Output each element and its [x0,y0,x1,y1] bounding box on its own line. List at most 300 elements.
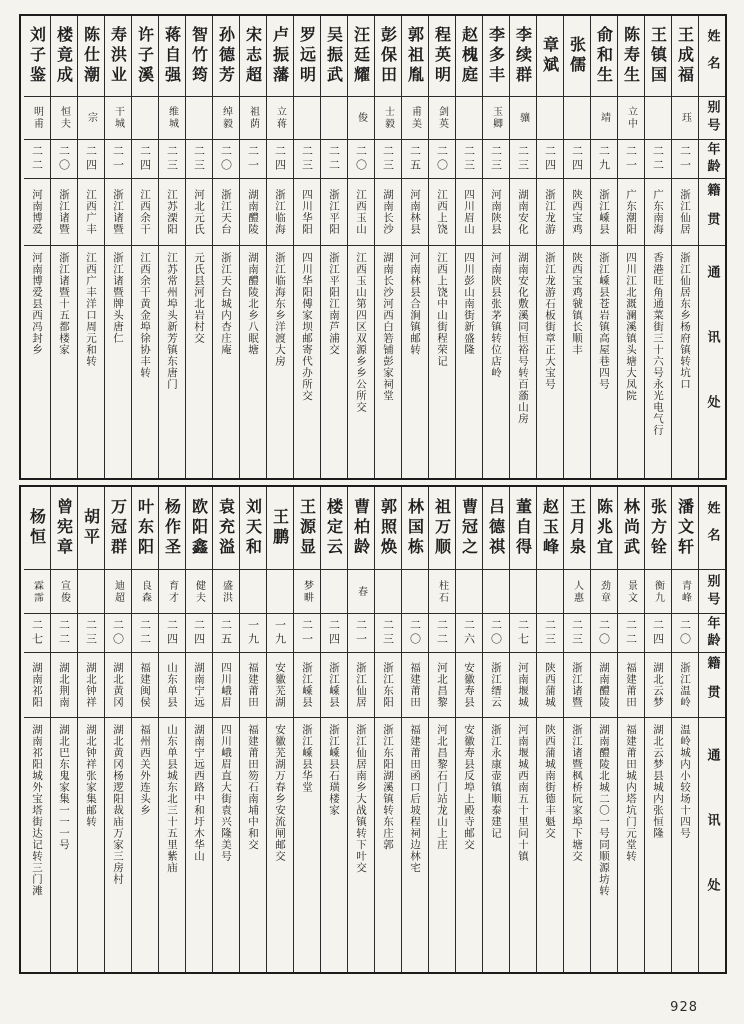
alias-cell: 恒夫 [51,97,77,140]
age-cell: 二五 [402,140,428,179]
name-cell: 吴振武 [321,16,347,97]
alias-cell: 祖荫 [240,97,266,140]
address-cell: 四川峨眉直大街袁兴隆美号 [220,724,232,862]
address-cell: 四川彭山南街新盛隆 [463,252,475,356]
alias-cell [294,97,320,140]
native-place-cell: 河南林县 [402,179,428,246]
address-cell: 浙江天台城内杏庄庵 [220,252,232,356]
directory-entry-column [266,16,293,478]
address-cell: 浙江嵊县石璜楼家 [328,724,340,816]
directory-tables [19,14,727,974]
native-place-cell: 浙江天台 [213,179,239,246]
directory-entry-column [617,487,644,972]
name-cell: 李续群 [510,16,536,97]
native-place-cell: 浙江东阳 [375,653,401,718]
alias-cell: 梦畊 [294,570,320,614]
address-cell: 福建莆田笏石南埔中和交 [247,724,259,851]
alias-cell [537,97,563,140]
directory-entry-column [428,16,455,478]
alias-cell [537,570,563,614]
native-place-cell: 四川眉山 [456,179,482,246]
name-cell: 赵槐庭 [456,16,482,97]
alias-cell: 霖霈 [24,570,50,614]
alias-cell: 绰毅 [213,97,239,140]
native-place-cell: 湖北钟祥 [78,653,104,718]
address-cell: 河南堰城西南五十里问十镇 [517,724,529,862]
alias-cell: 明甫 [24,97,50,140]
name-cell: 寿洪业 [105,16,131,97]
age-cell: 二〇 [429,140,455,179]
directory-entry-column [563,487,590,972]
directory-entry-column [158,487,185,972]
native-place-cell: 江西广丰 [78,179,104,246]
address-cell: 江苏常州埠头新芳镇东唐门 [166,252,178,390]
header-alias: 别号 [699,570,725,614]
native-place-cell: 江西玉山 [348,179,374,246]
native-place-cell: 浙江嵊县 [294,653,320,718]
age-cell: 二三 [483,140,509,179]
directory-entry-column [293,16,320,478]
alias-cell: 干城 [105,97,131,140]
address-cell: 福建莆田函口后坡程祠边林宅 [409,724,421,874]
alias-cell [132,97,158,140]
directory-entry-column [77,487,104,972]
directory-entry-column [104,487,131,972]
name-cell: 陈兆宜 [591,487,617,570]
alias-cell [267,570,293,614]
directory-entry-column [374,16,401,478]
table-columns [21,487,725,972]
age-cell: 二〇 [591,614,617,653]
name-cell: 叶东阳 [132,487,158,570]
name-cell: 胡平 [78,487,104,570]
age-cell: 二二 [645,140,671,179]
native-place-cell: 陕西蒲城 [537,653,563,718]
age-cell: 二三 [78,614,104,653]
header-native-place: 籍贯 [699,653,725,718]
name-cell: 潘文轩 [672,487,698,570]
name-cell: 许子溪 [132,16,158,97]
name-cell: 智竹筠 [186,16,212,97]
age-cell: 二三 [564,614,590,653]
address-cell: 河南博爱县西冯封乡 [31,252,43,356]
name-cell: 万冠群 [105,487,131,570]
alias-cell: 维城 [159,97,185,140]
directory-entry-column [671,487,698,972]
directory-entry-column [617,16,644,478]
address-cell: 河南林县合涧镇邮转 [409,252,421,356]
alias-cell: 立中 [618,97,644,140]
name-cell: 陈仕潮 [78,16,104,97]
alias-cell: 柱石 [429,570,455,614]
age-cell: 二四 [645,614,671,653]
alias-cell [456,570,482,614]
directory-entry-column [320,16,347,478]
address-cell: 安徽寿县反埠上殿寺邮交 [463,724,475,851]
address-cell: 福建莆田城内塔坑门元堂转 [625,724,637,862]
name-cell: 刘子鉴 [24,16,50,97]
address-cell: 浙江平阳江南芦浦交 [328,252,340,356]
directory-entry-column [374,487,401,972]
native-place-cell: 福建莆田 [240,653,266,718]
age-cell: 二一 [618,140,644,179]
name-cell: 曾宪章 [51,487,77,570]
native-place-cell: 广东南海 [645,179,671,246]
alias-cell: 玉卿 [483,97,509,140]
alias-cell: 宗 [78,97,104,140]
name-cell: 董自得 [510,487,536,570]
address-cell: 四川江北溉澜溪镇头塘大凤院 [625,252,637,402]
age-cell: 二四 [78,140,104,179]
age-cell: 二四 [537,140,563,179]
directory-entry-column [158,16,185,478]
directory-entry-column [401,16,428,478]
native-place-cell: 浙江平阳 [321,179,347,246]
header-alias: 别号 [699,97,725,140]
address-cell: 浙江仙居东乡杨府镇转坑口 [679,252,691,390]
age-cell: 二二 [429,614,455,653]
directory-entry-column [644,487,671,972]
age-cell: 一九 [267,614,293,653]
native-place-cell: 安徽芜湖 [267,653,293,718]
address-cell: 浙江嵊县苍岩镇高屋巷四号 [598,252,610,390]
directory-entry-column [293,487,320,972]
name-cell: 王鹏 [267,487,293,570]
name-cell: 郭照焕 [375,487,401,570]
name-cell: 罗远明 [294,16,320,97]
age-cell: 二六 [456,614,482,653]
age-cell: 二一 [672,140,698,179]
age-cell: 二一 [105,140,131,179]
native-place-cell: 陕西宝鸡 [564,179,590,246]
native-place-cell: 浙江龙游 [537,179,563,246]
directory-entry-column [347,16,374,478]
address-cell: 浙江永康壶镇顺泰建记 [490,724,502,839]
header-column [698,16,725,478]
age-cell: 二二 [321,140,347,179]
name-cell: 王月泉 [564,487,590,570]
age-cell: 二一 [240,140,266,179]
directory-table [19,14,727,480]
header-age: 年龄 [699,614,725,653]
age-cell: 二五 [213,614,239,653]
directory-entry-column [536,487,563,972]
name-cell: 王成福 [672,16,698,97]
address-cell: 浙江东阳湖溪镇转东庄郭 [382,724,394,851]
name-cell: 张方铨 [645,487,671,570]
name-cell: 袁充溢 [213,487,239,570]
address-cell: 湖南安化敷溪同恒裕号转百蕍山房 [517,252,529,425]
native-place-cell: 湖北云梦 [645,653,671,718]
alias-cell: 健夫 [186,570,212,614]
alias-cell: 良森 [132,570,158,614]
name-cell: 彭保田 [375,16,401,97]
directory-entry-column [320,487,347,972]
native-place-cell: 河北元氏 [186,179,212,246]
directory-entry-column [77,16,104,478]
alias-cell: 宣俊 [51,570,77,614]
alias-cell [375,570,401,614]
name-cell: 郭祖胤 [402,16,428,97]
name-cell: 王镇国 [645,16,671,97]
directory-entry-column [131,16,158,478]
age-cell: 二三 [159,140,185,179]
age-cell: 二三 [456,140,482,179]
name-cell: 欧阳鑫 [186,487,212,570]
address-cell: 湖南长沙河西白箬铺彭家祠堂 [382,252,394,402]
native-place-cell: 浙江嵊县 [591,179,617,246]
name-cell: 刘天和 [240,487,266,570]
address-cell: 湖南醴陵北城二〇一号同顺源坊转 [598,724,610,897]
directory-entry-column [509,487,536,972]
directory-entry-column [131,487,158,972]
table-columns [21,16,725,478]
directory-entry-column [455,16,482,478]
age-cell: 二一 [348,614,374,653]
native-place-cell: 浙江仙居 [672,179,698,246]
age-cell: 二四 [564,140,590,179]
name-cell: 楼竟成 [51,16,77,97]
native-place-cell: 浙江仙居 [348,653,374,718]
alias-cell: 靖 [591,97,617,140]
address-cell: 浙江仙居南乡大战镇转下叶交 [355,724,367,874]
alias-cell [78,570,104,614]
directory-entry-column [50,487,77,972]
name-cell: 孙德芳 [213,16,239,97]
header-column [698,487,725,972]
address-cell: 浙江诸暨十五都楼家 [58,252,70,356]
address-cell: 浙江诸暨牌头唐仁 [112,252,124,344]
directory-table [19,485,727,974]
directory-entry-column [185,487,212,972]
age-cell: 二〇 [348,140,374,179]
directory-entry-column [104,16,131,478]
directory-entry-column [266,487,293,972]
address-cell: 浙江龙游石板街章正大宝号 [544,252,556,390]
address-cell: 陕西蒲城南街德丰魁交 [544,724,556,839]
age-cell: 二三 [294,140,320,179]
age-cell: 二〇 [105,614,131,653]
name-cell: 杨恒 [24,487,50,570]
address-cell: 湖北巴东鬼家集一一一号 [58,724,70,851]
age-cell: 二四 [186,614,212,653]
name-cell: 蒋自强 [159,16,185,97]
address-cell: 浙江临海东乡洋渡大房 [274,252,286,367]
directory-entry-column [536,16,563,478]
age-cell: 二一 [294,614,320,653]
directory-entry-column [428,487,455,972]
name-cell: 王源显 [294,487,320,570]
alias-cell: 珏 [672,97,698,140]
native-place-cell: 四川华阳 [294,179,320,246]
name-cell: 曹柏龄 [348,487,374,570]
header-address: 通讯处 [704,747,720,943]
native-place-cell: 福建莆田 [402,653,428,718]
address-cell: 江西广丰洋口周元和转 [85,252,97,367]
age-cell: 二七 [510,614,536,653]
address-cell: 湖南祁阳城外宝塔街达记转三门滩 [31,724,43,897]
native-place-cell: 河南陕县 [483,179,509,246]
alias-cell: 青峰 [672,570,698,614]
alias-cell [402,570,428,614]
name-cell: 杨作圣 [159,487,185,570]
name-cell: 曹冠之 [456,487,482,570]
directory-entry-column [563,16,590,478]
directory-entry-column [590,487,617,972]
alias-cell: 骧 [510,97,536,140]
name-cell: 章斌 [537,16,563,97]
address-cell: 江西上饶中山街程荣记 [436,252,448,367]
name-cell: 张儒 [564,16,590,97]
age-cell: 二四 [321,614,347,653]
age-cell: 二三 [537,614,563,653]
name-cell: 赵玉峰 [537,487,563,570]
alias-cell [240,570,266,614]
native-place-cell: 湖北黄冈 [105,653,131,718]
alias-cell: 迪超 [105,570,131,614]
address-cell: 河北昌黎石门站龙山上庄 [436,724,448,851]
native-place-cell: 广东潮阳 [618,179,644,246]
native-place-cell: 江西余干 [132,179,158,246]
address-cell: 湖北黄冈杨逻阳裁庙万家三房村 [112,724,124,885]
name-cell: 俞和生 [591,16,617,97]
directory-entry-column [401,487,428,972]
native-place-cell: 安徽寿县 [456,653,482,718]
directory-entry-column [239,16,266,478]
directory-entry-column [482,487,509,972]
address-cell: 四川华阳傅家坝邮寄代办所交 [301,252,313,402]
alias-cell: 劲章 [591,570,617,614]
alias-cell [510,570,536,614]
name-cell: 汪廷耀 [348,16,374,97]
name-cell: 林尚武 [618,487,644,570]
address-cell: 湖北钟祥张家集邮转 [85,724,97,828]
directory-entry-column [482,16,509,478]
native-place-cell: 湖南长沙 [375,179,401,246]
address-cell: 湖南醴陵北乡八眠塘 [247,252,259,356]
native-place-cell: 江苏溧阳 [159,179,185,246]
age-cell: 二七 [24,614,50,653]
native-place-cell: 浙江诸暨 [105,179,131,246]
age-cell: 一九 [240,614,266,653]
address-cell: 元氏县河北岩村交 [193,252,205,344]
address-cell: 浙江嵊县华堂 [301,724,313,793]
age-cell: 二四 [267,140,293,179]
age-cell: 二二 [24,140,50,179]
alias-cell: 盛洪 [213,570,239,614]
directory-entry-column [24,487,50,972]
alias-cell: 士毅 [375,97,401,140]
directory-entry-column [239,487,266,972]
address-cell: 温岭城内小较场十四号 [679,724,691,839]
address-cell: 江西玉山第四区双源乡乡公所交 [355,252,367,413]
native-place-cell: 湖南醴陵 [240,179,266,246]
alias-cell [564,97,590,140]
age-cell: 二三 [375,140,401,179]
address-cell: 湖南宁远西路中和圩木华山 [193,724,205,862]
age-cell: 二〇 [51,140,77,179]
directory-entry-column [671,16,698,478]
age-cell: 二四 [159,614,185,653]
header-age: 年龄 [699,140,725,179]
name-cell: 陈寿生 [618,16,644,97]
alias-cell: 剑英 [429,97,455,140]
alias-cell: 景文 [618,570,644,614]
address-cell: 香港旺角通菜街三十六号永光电气行 [652,252,664,436]
native-place-cell: 浙江临海 [267,179,293,246]
native-place-cell: 湖南安化 [510,179,536,246]
name-cell: 祖万顺 [429,487,455,570]
native-place-cell: 浙江诸暨 [564,653,590,718]
name-cell: 李多丰 [483,16,509,97]
native-place-cell: 湖南祁阳 [24,653,50,718]
name-cell: 卢振藩 [267,16,293,97]
age-cell: 二九 [591,140,617,179]
alias-cell [321,97,347,140]
directory-entry-column [644,16,671,478]
header-address: 通讯处 [704,264,720,460]
address-cell: 河南陕县张茅镇转位店岭 [490,252,502,379]
native-place-cell: 浙江诸暨 [51,179,77,246]
address-cell: 陕西宝鸡虢镇长顺丰 [571,252,583,356]
native-place-cell: 浙江缙云 [483,653,509,718]
header-native-place: 籍贯 [699,179,725,246]
alias-cell [645,97,671,140]
address-cell: 山东单县城东北三十五里紫庙 [166,724,178,874]
address-cell: 湖北云梦县城内张恒隆 [652,724,664,839]
native-place-cell: 湖北荆南 [51,653,77,718]
alias-cell: 立蒋 [267,97,293,140]
alias-cell: 俊 [348,97,374,140]
alias-cell [456,97,482,140]
native-place-cell: 浙江温岭 [672,653,698,718]
age-cell: 二〇 [483,614,509,653]
directory-entry-column [347,487,374,972]
header-name: 姓名 [699,487,725,570]
directory-entry-column [50,16,77,478]
native-place-cell: 四川峨眉 [213,653,239,718]
name-cell: 林国栋 [402,487,428,570]
directory-entry-column [24,16,50,478]
age-cell: 二〇 [672,614,698,653]
age-cell: 二二 [618,614,644,653]
address-cell: 浙江诸暨枫桥阮家埠下塘交 [571,724,583,862]
age-cell: 二二 [132,614,158,653]
native-place-cell: 山东单县 [159,653,185,718]
name-cell: 宋志超 [240,16,266,97]
alias-cell: 人惠 [564,570,590,614]
age-cell: 二二 [51,614,77,653]
alias-cell [186,97,212,140]
page-number: 928 [670,1000,698,1015]
header-name: 姓名 [699,16,725,97]
alias-cell: 春 [348,570,374,614]
alias-cell: 衡九 [645,570,671,614]
native-place-cell: 河北昌黎 [429,653,455,718]
name-cell: 楼定云 [321,487,347,570]
native-place-cell: 湖南醴陵 [591,653,617,718]
name-cell: 程英明 [429,16,455,97]
address-cell: 福州西关外连头乡 [139,724,151,816]
age-cell: 二〇 [213,140,239,179]
directory-entry-column [455,487,482,972]
directory-entry-column [509,16,536,478]
address-cell: 安徽芜湖万春乡安流闸邮交 [274,724,286,862]
alias-cell: 育才 [159,570,185,614]
directory-entry-column [212,487,239,972]
native-place-cell: 福建莆田 [618,653,644,718]
native-place-cell: 河南博爱 [24,179,50,246]
